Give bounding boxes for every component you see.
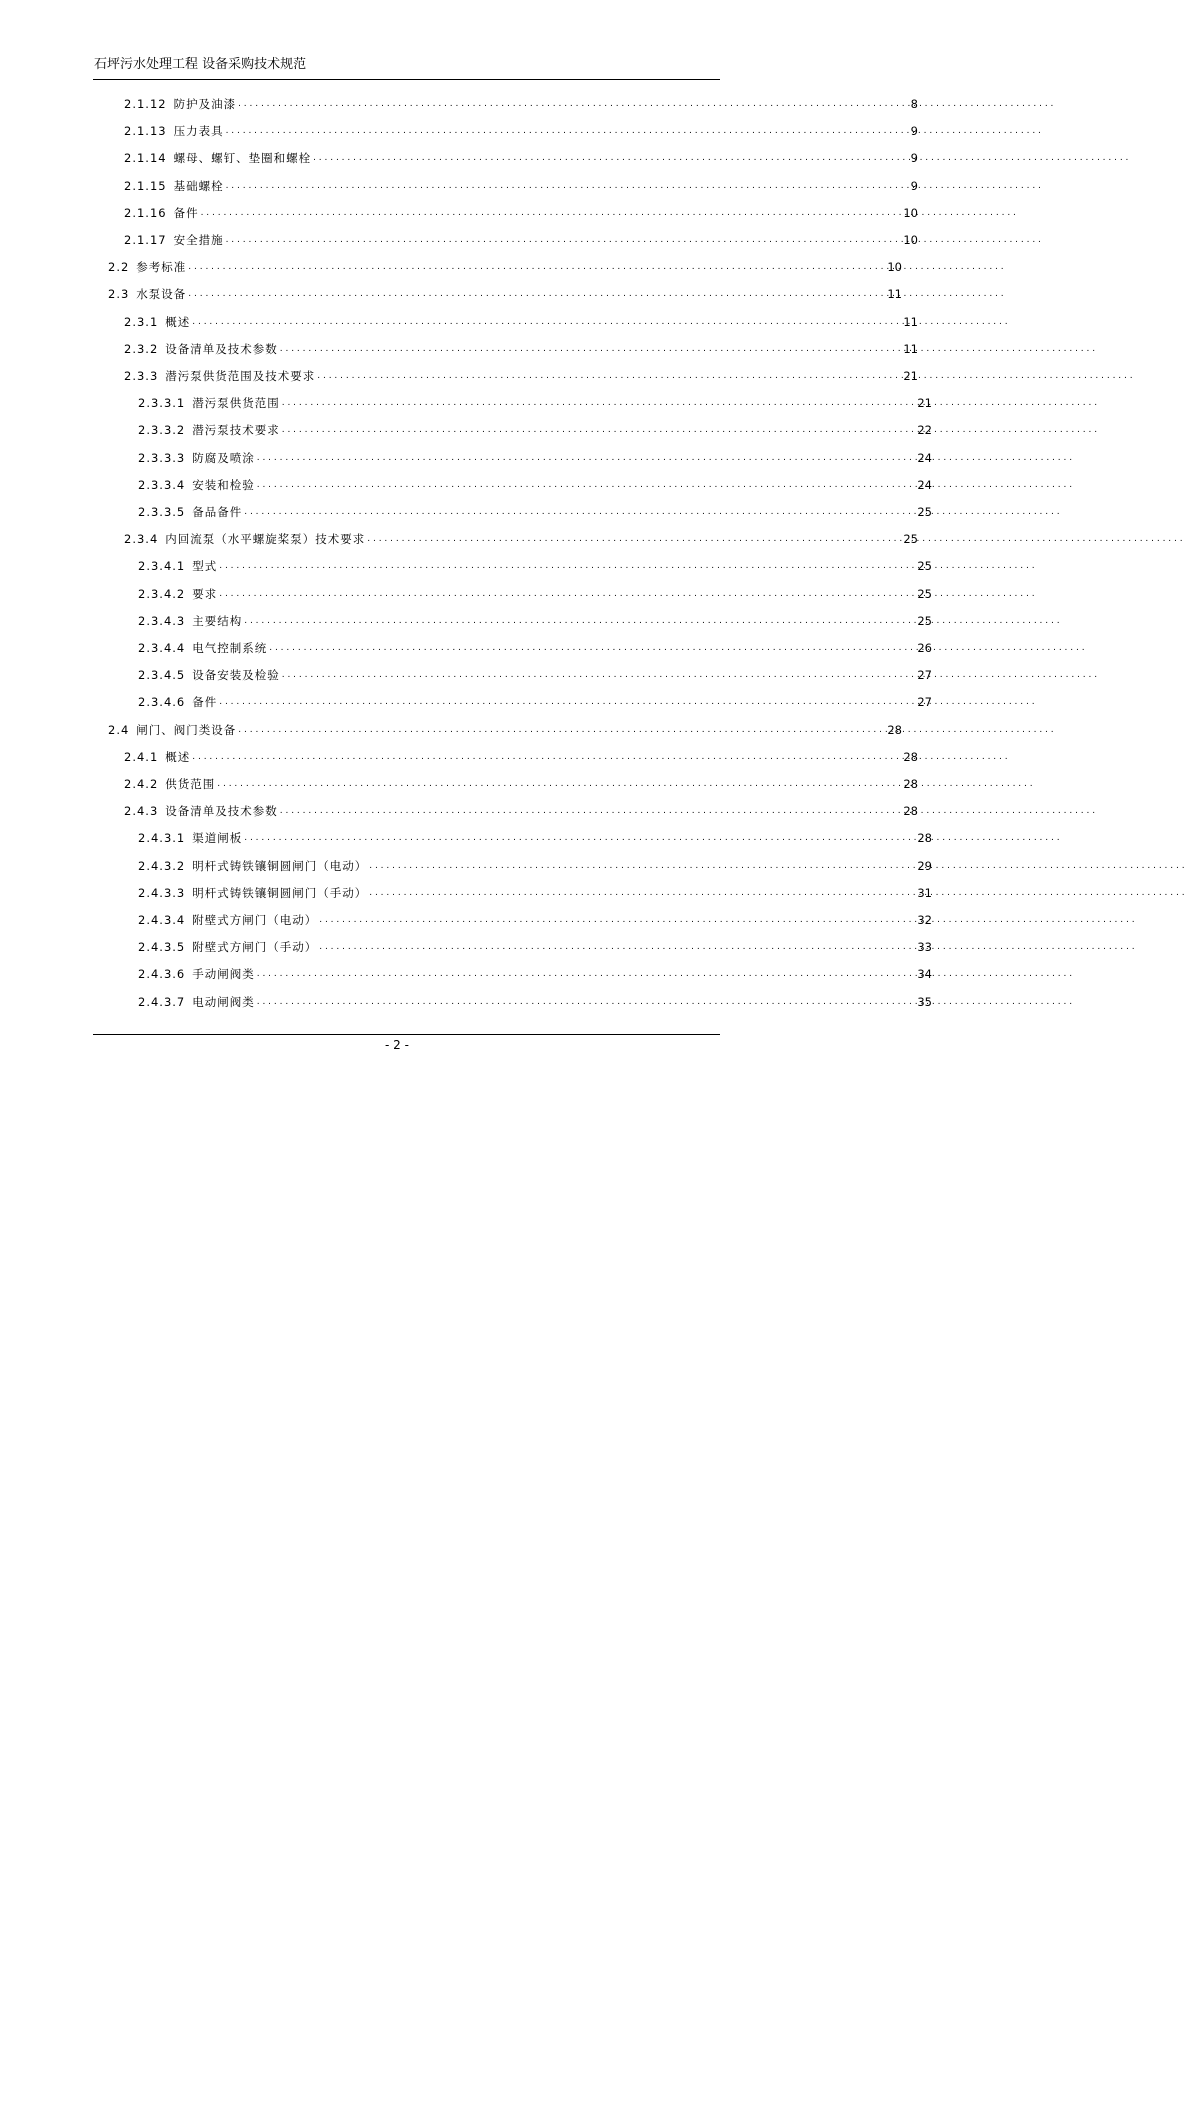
toc-entry-title: 备品备件 <box>192 505 243 519</box>
toc-entry-page: 9 <box>910 151 918 166</box>
toc-entry-number: 2.3.3.1 <box>138 396 186 411</box>
toc-entry-number: 2.4.3.4 <box>138 913 186 927</box>
toc-entry-title: 手动闸阀类 <box>192 967 255 982</box>
toc-entry-page: 29 <box>917 858 932 873</box>
toc-entry-number: 2.1.15 <box>124 178 167 193</box>
toc-entry-title: 压力表具 <box>173 124 224 139</box>
toc-entry-title: 螺母、螺钉、垫圈和螺栓 <box>173 151 312 166</box>
toc-entry-title: 安全措施 <box>173 233 224 247</box>
toc-entry-page: 28 <box>917 831 932 846</box>
toc-entry-title: 概述 <box>165 749 191 764</box>
toc-entry-title: 明杆式铸铁镶铜圆闸门（电动） <box>192 858 368 873</box>
toc-entry-title: 基础螺栓 <box>173 178 224 193</box>
toc-entry[interactable] <box>124 340 918 358</box>
toc-entry-title: 水泵设备 <box>136 287 187 302</box>
toc-entry-number: 2.4.3.1 <box>138 831 186 846</box>
toc-entry[interactable] <box>108 721 902 739</box>
toc-entry-number: 2.3.4.3 <box>138 613 186 628</box>
toc-entry-number: 2.3.4.4 <box>138 641 186 655</box>
toc-entry-title: 潜污泵技术要求 <box>192 423 280 438</box>
toc-entry-page: 9 <box>910 124 918 139</box>
toc-entry[interactable] <box>124 313 918 331</box>
toc-entry[interactable] <box>138 449 932 467</box>
toc-entry[interactable] <box>124 367 918 385</box>
toc-entry-number: 2.4.1 <box>124 749 159 764</box>
toc-entry-page: 24 <box>917 477 932 492</box>
toc-entry[interactable] <box>108 285 902 303</box>
header-divider <box>93 79 720 80</box>
toc-entry-number: 2.3.3 <box>124 369 159 383</box>
toc-entry-number: 2.4.3.7 <box>138 994 186 1009</box>
toc-entry[interactable] <box>124 122 918 140</box>
toc-entry-title: 明杆式铸铁镶铜圆闸门（手动） <box>192 885 368 900</box>
toc-entry-number: 2.4.3.6 <box>138 967 186 982</box>
toc-entry-page: 28 <box>887 722 902 737</box>
toc-entry[interactable] <box>138 476 932 494</box>
toc-entry-title: 附壁式方闸门（手动） <box>192 940 318 955</box>
toc-entry-page: 33 <box>917 940 932 955</box>
toc-entry-page: 22 <box>917 423 932 438</box>
toc-entry-title: 附壁式方闸门（电动） <box>192 913 318 927</box>
toc-entry[interactable] <box>138 666 932 684</box>
toc-entry-number: 2.4.3.2 <box>138 858 186 873</box>
toc-entry-number: 2.3.1 <box>124 314 159 329</box>
toc-entry-number: 2.3 <box>108 287 130 302</box>
toc-entry-number: 2.1.14 <box>124 151 167 166</box>
toc-entry[interactable] <box>138 993 932 1011</box>
toc-entry-title: 潜污泵供货范围 <box>192 396 280 411</box>
toc-entry-page: 21 <box>917 396 932 411</box>
toc-entry-title: 渠道闸板 <box>192 831 243 846</box>
toc-entry-title: 设备清单及技术参数 <box>165 804 278 819</box>
toc-entry-page: 31 <box>917 885 932 900</box>
page-header-title: 石坪污水处理工程 设备采购技术规范 <box>94 57 307 72</box>
toc-entry-number: 2.3.4.1 <box>138 559 186 574</box>
toc-entry-number: 2.3.4.2 <box>138 586 186 601</box>
toc-entry-page: 32 <box>917 913 932 927</box>
toc-entry[interactable] <box>124 177 918 195</box>
toc-entry-page: 25 <box>917 586 932 601</box>
toc-entry[interactable] <box>138 829 932 847</box>
toc-entry-page: 28 <box>903 749 918 764</box>
toc-entry-page: 35 <box>917 994 932 1009</box>
toc-entry[interactable] <box>138 557 932 575</box>
toc-entry[interactable] <box>124 149 918 167</box>
toc-entry-number: 2.3.3.3 <box>138 450 186 465</box>
toc-entry-number: 2.1.16 <box>124 205 167 220</box>
toc-entry[interactable] <box>138 394 932 412</box>
toc-entry-number: 2.3.4.5 <box>138 668 186 683</box>
toc-entry[interactable] <box>138 693 932 711</box>
toc-entry[interactable] <box>124 775 918 793</box>
toc-entry-number: 2.1.13 <box>124 124 167 139</box>
toc-entry-page: 25 <box>917 559 932 574</box>
toc-entry-title: 内回流泵（水平螺旋桨泵）技术要求 <box>165 532 366 547</box>
toc-entry[interactable] <box>138 639 932 657</box>
toc-entry-page: 34 <box>917 967 932 982</box>
toc-entry-page: 9 <box>910 178 918 193</box>
toc-entry[interactable] <box>124 204 918 222</box>
toc-entry-page: 28 <box>903 777 918 791</box>
toc-entry-page: 28 <box>903 804 918 819</box>
toc-entry[interactable] <box>124 231 918 249</box>
toc-entry-page: 10 <box>903 233 918 247</box>
toc-entry-number: 2.1.12 <box>124 97 167 111</box>
toc-entry-page: 25 <box>917 613 932 628</box>
toc-entry[interactable] <box>108 258 902 276</box>
toc-entry[interactable] <box>138 938 932 956</box>
toc-entry-page: 27 <box>917 668 932 683</box>
toc-entry[interactable] <box>124 748 918 766</box>
toc-entry[interactable] <box>124 95 918 113</box>
toc-entry-title: 电气控制系统 <box>192 641 268 655</box>
toc-entry-title: 潜污泵供货范围及技术要求 <box>165 369 316 383</box>
document-page <box>0 0 932 1123</box>
toc-entry-page: 27 <box>917 695 932 710</box>
toc-entry-page: 26 <box>917 641 932 655</box>
toc-entry-page: 11 <box>903 314 918 329</box>
toc-entry-number: 2.1.17 <box>124 233 167 247</box>
toc-entry-title: 概述 <box>165 314 191 329</box>
toc-entry[interactable] <box>138 857 932 875</box>
toc-entry-number: 2.3.3.5 <box>138 505 186 519</box>
toc-entry[interactable] <box>138 612 932 630</box>
toc-entry-number: 2.4.3 <box>124 804 159 819</box>
toc-entry[interactable] <box>138 585 932 603</box>
toc-entry[interactable] <box>138 884 932 902</box>
toc-entry[interactable] <box>138 421 932 439</box>
toc-entry-title: 闸门、阀门类设备 <box>136 722 237 737</box>
toc-entry-title: 设备清单及技术参数 <box>165 341 278 356</box>
toc-entry-page: 10 <box>903 205 918 220</box>
toc-entry[interactable] <box>138 503 932 521</box>
toc-entry-page: 25 <box>917 505 932 519</box>
toc-entry-title: 供货范围 <box>165 777 216 791</box>
toc-entry-number: 2.4.3.5 <box>138 940 186 955</box>
toc-entry-page: 11 <box>903 341 918 356</box>
toc-entry-title: 防腐及喷涂 <box>192 450 255 465</box>
toc-entry-title: 要求 <box>192 586 218 601</box>
toc-entry-page: 24 <box>917 450 932 465</box>
toc-entry-page: 10 <box>887 260 902 275</box>
toc-entry[interactable] <box>124 802 918 820</box>
toc-entry-number: 2.3.4 <box>124 532 159 547</box>
toc-entry-number: 2.3.2 <box>124 341 159 356</box>
toc-entry-title: 设备安装及检验 <box>192 668 280 683</box>
toc-entry-page: 21 <box>903 369 918 383</box>
toc-entry-number: 2.4 <box>108 722 130 737</box>
toc-entry-number: 2.2 <box>108 260 130 275</box>
toc-entry[interactable] <box>138 911 932 929</box>
page-number: - 2 - <box>385 1038 409 1052</box>
toc-entry-title: 电动闸阀类 <box>192 994 255 1009</box>
toc-entry-page: 8 <box>910 97 918 111</box>
toc-entry-number: 2.4.3.3 <box>138 885 186 900</box>
toc-entry-number: 2.3.3.2 <box>138 423 186 438</box>
toc-entry-title: 型式 <box>192 559 218 574</box>
toc-entry[interactable] <box>124 530 918 548</box>
toc-entry-page: 25 <box>903 532 918 547</box>
toc-entry-number: 2.3.3.4 <box>138 477 186 492</box>
toc-entry-title: 主要结构 <box>192 613 243 628</box>
toc-entry-title: 防护及油漆 <box>173 97 237 111</box>
toc-entry[interactable] <box>138 965 932 983</box>
footer-divider <box>93 1034 720 1035</box>
toc-entry-title: 备件 <box>192 695 218 710</box>
toc-entry-page: 11 <box>887 287 902 302</box>
toc-entry-number: 2.4.2 <box>124 777 159 791</box>
toc-entry-title: 安装和检验 <box>192 477 255 492</box>
toc-entry-title: 参考标准 <box>136 260 187 275</box>
toc-entry-number: 2.3.4.6 <box>138 695 186 710</box>
toc-entry-title: 备件 <box>173 205 199 220</box>
